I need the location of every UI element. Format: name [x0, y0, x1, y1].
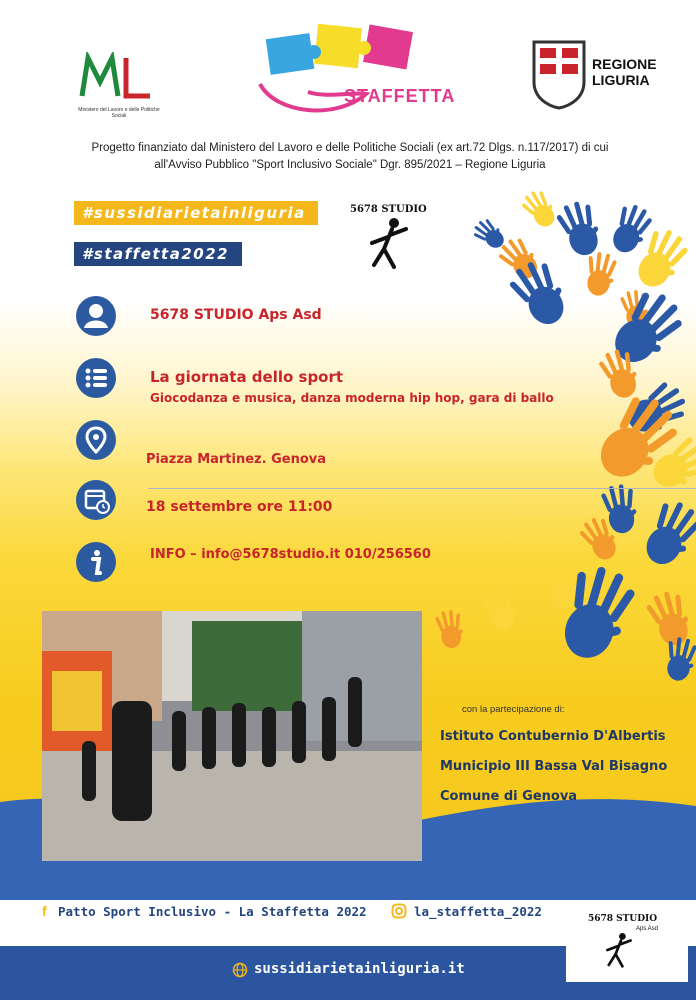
- instagram-handle-link[interactable]: la_staffetta_2022: [414, 904, 542, 919]
- region-logo-text: REGIONE LIGURIA: [592, 56, 657, 88]
- event-title: La giornata dello sport: [150, 368, 344, 386]
- event-datetime: 18 settembre ore 11:00: [146, 499, 333, 515]
- dancer-icon: [364, 215, 414, 271]
- footer-dancer-icon: [602, 930, 636, 970]
- organizer-name: 5678 STUDIO Aps Asd: [150, 307, 322, 323]
- website-link[interactable]: sussidiarietainliguria.it: [254, 961, 465, 977]
- ministry-ml-icon: [78, 52, 160, 102]
- info-icon: [76, 542, 116, 582]
- funding-line-1: Progetto finanziato dal Ministero del Lavoro e delle Politiche Sociali (ex art.72 Dlgs. n.117/2017) di cui: [91, 142, 609, 154]
- facebook-icon: f: [42, 903, 47, 919]
- contact-info: INFO – info@5678studio.it 010/256560: [150, 547, 431, 562]
- divider-line: [148, 488, 696, 489]
- event-location: Piazza Martinez. Genova: [146, 452, 327, 467]
- partner-item: Istituto Contubernio D'Albertis: [440, 729, 666, 744]
- ministry-logo-caption: Ministero del Lavoro e delle Politiche Sociali: [78, 107, 160, 119]
- staffetta-logo-text: STAFFETTA: [344, 86, 456, 106]
- hashtag-sussidiarieta: #sussidiarietainliguria: [74, 201, 318, 225]
- location-pin-icon: [76, 420, 116, 460]
- list-icon: [76, 358, 116, 398]
- region-shield-icon: [530, 38, 588, 110]
- footer-studio-sub: Aps Asd: [636, 926, 659, 932]
- partner-item: Comune di Genova: [440, 789, 578, 804]
- participation-label: con la partecipazione di:: [462, 704, 565, 715]
- dancers-photo-illustration: [42, 611, 422, 861]
- globe-icon: [232, 962, 248, 978]
- studio-logo: [350, 204, 430, 276]
- instagram-icon: [391, 903, 407, 919]
- calendar-icon: [76, 480, 116, 520]
- staffetta-logo: [256, 22, 456, 118]
- regione-liguria-logo: [530, 38, 670, 110]
- funding-statement: [60, 140, 640, 174]
- hashtag-staffetta: #staffetta2022: [74, 242, 242, 266]
- footer-studio-name: 5678 STUDIO: [588, 914, 658, 924]
- event-photo: [42, 611, 422, 861]
- organizer-person-icon: [76, 296, 116, 336]
- funding-line-2: all'Avviso Pubblico "Sport Inclusivo Sociale" Dgr. 895/2021 – Regione Liguria: [154, 159, 546, 171]
- facebook-page-link[interactable]: Patto Sport Inclusivo - La Staffetta 2022: [58, 904, 367, 919]
- partner-item: Municipio III Bassa Val Bisagno: [440, 759, 668, 774]
- footer-studio-logo: [566, 902, 688, 982]
- hands-decoration: [430, 190, 696, 690]
- studio-logo-name: 5678 STUDIO: [350, 204, 427, 215]
- ministry-logo: [78, 52, 160, 118]
- event-subtitle: Giocodanza e musica, danza moderna hip hop, gara di ballo: [150, 391, 554, 405]
